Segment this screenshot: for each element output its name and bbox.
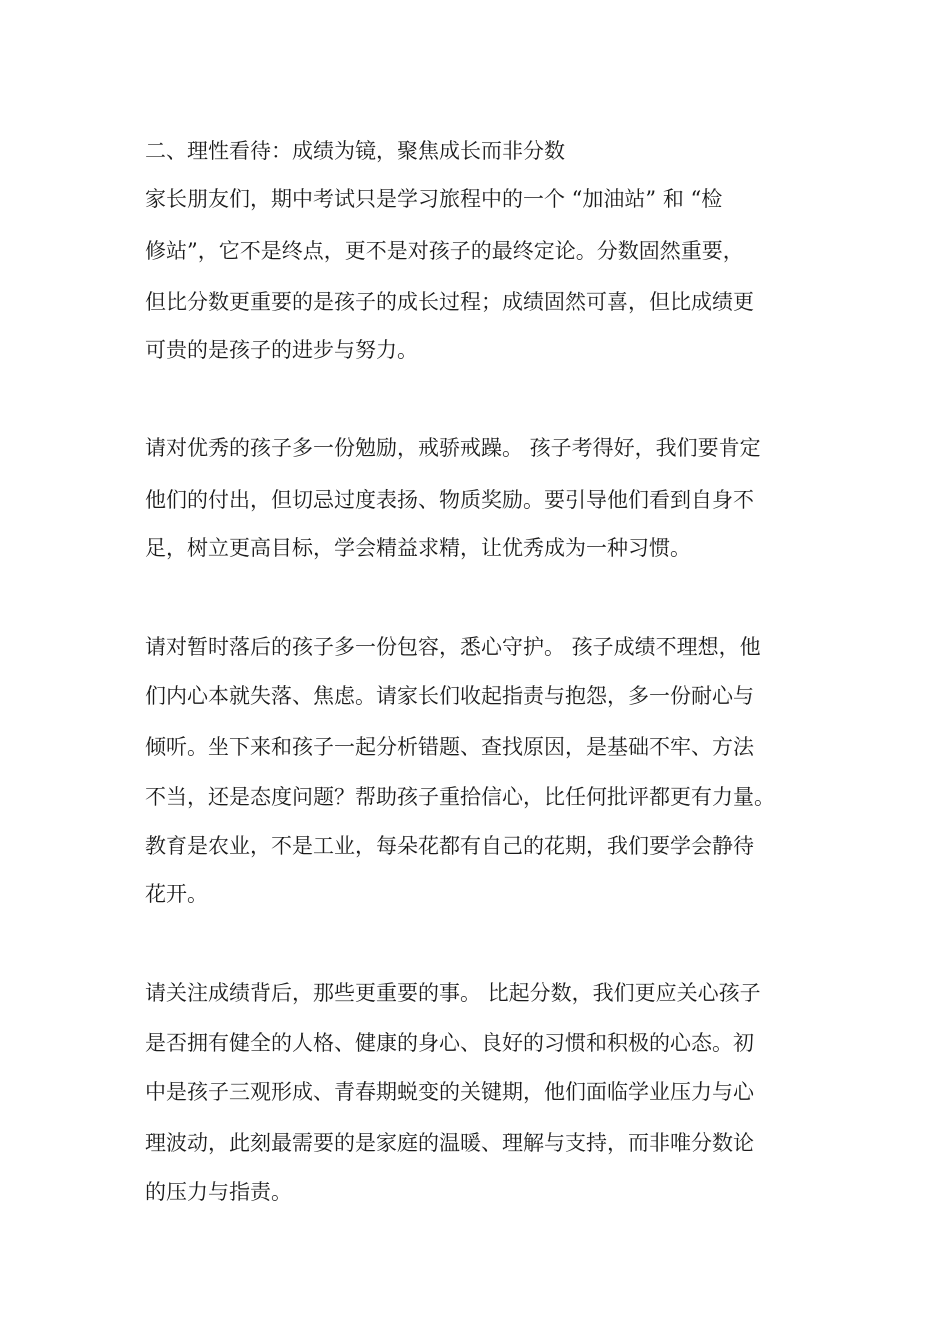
paragraph-line: 请对优秀的孩子多一份勉励，戒骄戒躁。 孩子考得好，我们要肯定	[145, 436, 761, 460]
paragraph-line: 可贵的是孩子的进步与努力。	[145, 338, 418, 362]
paragraph-line: 的压力与指责。	[145, 1180, 292, 1204]
paragraph-line: 教育是农业，不是工业，每朵花都有自己的花期，我们要学会静待	[145, 834, 754, 858]
paragraph-line: 理波动，此刻最需要的是家庭的温暖、理解与支持，而非唯分数论	[145, 1131, 754, 1155]
section-heading: 二、理性看待：成绩为镜，聚焦成长而非分数	[145, 139, 565, 163]
paragraph-line: 中是孩子三观形成、青春期蜕变的关键期，他们面临学业压力与心	[145, 1080, 754, 1104]
paragraph-line: 请关注成绩背后，那些更重要的事。 比起分数，我们更应关心孩子	[145, 981, 761, 1005]
paragraph-line: 们内心本就失落、焦虑。请家长们收起指责与抱怨，多一份耐心与	[145, 684, 754, 708]
paragraph-line: 请对暂时落后的孩子多一份包容，悉心守护。 孩子成绩不理想，他	[145, 635, 761, 659]
paragraph-line: 但比分数更重要的是孩子的成长过程；成绩固然可喜，但比成绩更	[145, 290, 754, 314]
paragraph-line: 修站”，它不是终点，更不是对孩子的最终定论。分数固然重要，	[145, 239, 744, 263]
paragraph-line: 足，树立更高目标，学会精益求精，让优秀成为一种习惯。	[145, 536, 691, 560]
paragraph-line: 倾听。坐下来和孩子一起分析错题、查找原因，是基础不牢、方法	[145, 735, 754, 759]
paragraph-line: 家长朋友们，期中考试只是学习旅程中的一个 “加油站” 和 “检	[145, 187, 723, 211]
paragraph-line: 是否拥有健全的人格、健康的身心、良好的习惯和积极的心态。初	[145, 1031, 754, 1055]
paragraph-line: 他们的付出，但切忌过度表扬、物质奖励。要引导他们看到自身不	[145, 488, 754, 512]
paragraph-line: 花开。	[145, 882, 208, 906]
paragraph-line: 不当，还是态度问题？帮助孩子重拾信心，比任何批评都更有力量。	[145, 785, 775, 809]
